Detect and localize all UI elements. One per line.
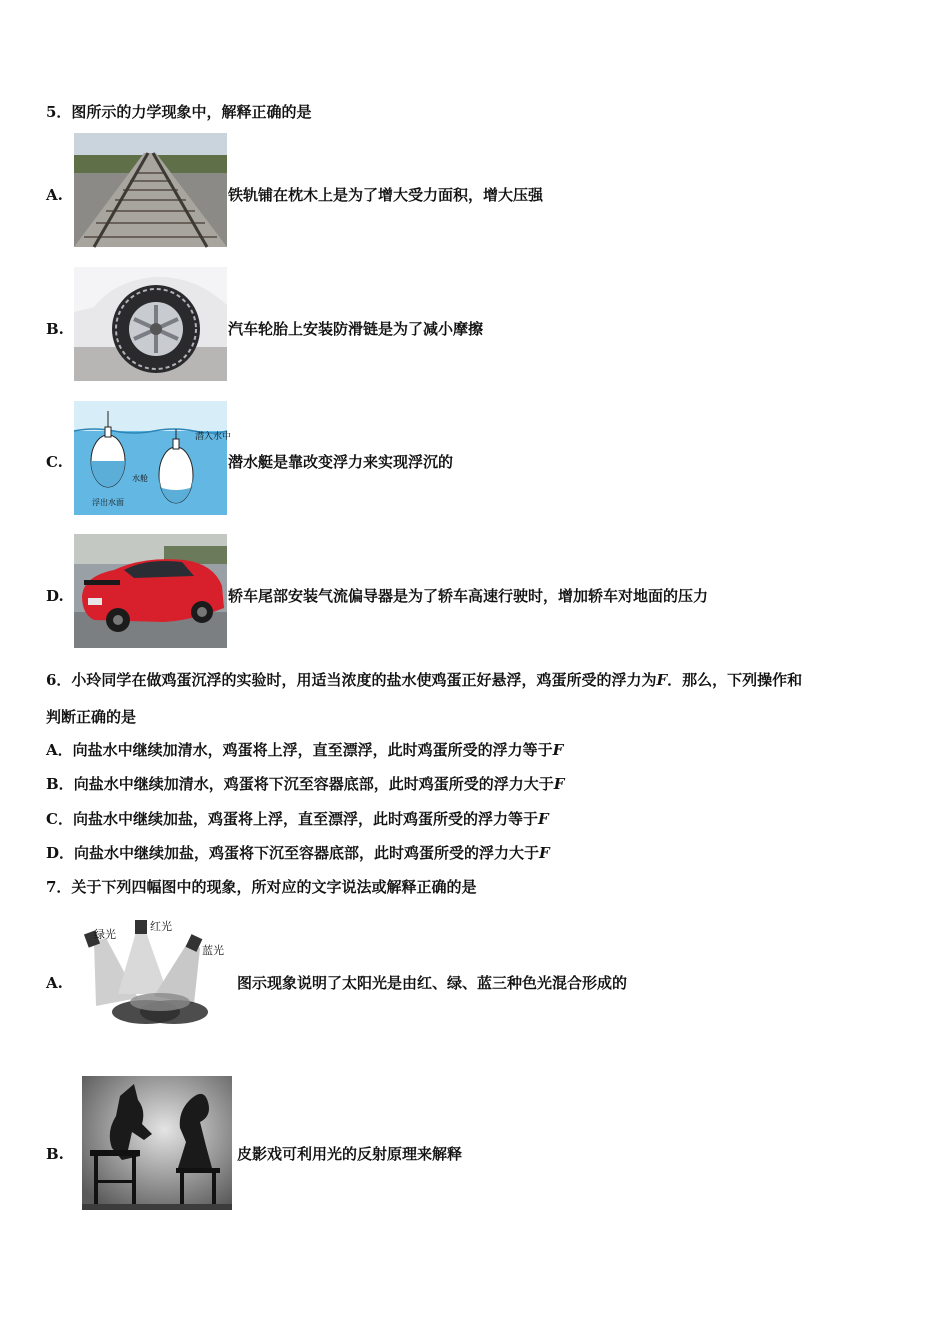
q7-option-b-letter: B. — [46, 1145, 64, 1163]
q6-stem-tail: ．那么，下列操作和 — [667, 671, 803, 689]
q6-option-a — [46, 740, 563, 760]
q6-option-d-text: 向盐水中继续加盐，鸡蛋将下沉至容器底部，此时鸡蛋所受的浮力大于 — [74, 844, 540, 862]
q5-option-a-text: 铁轨铺在枕木上是为了增大受力面积，增大压强 — [228, 186, 544, 204]
label-tank: 水舱 — [132, 474, 148, 483]
q6-stem-line1 — [46, 670, 802, 690]
submarine-diagram-image — [74, 401, 232, 515]
q6-stem-line2: 判断正确的是 — [46, 708, 137, 726]
label-green-light: 绿光 — [94, 928, 116, 941]
q6-option-a-text: 向盐水中继续加清水，鸡蛋将上浮，直至漂浮，此时鸡蛋所受的浮力等于 — [72, 741, 553, 759]
q6-option-d — [46, 843, 550, 863]
q7-option-b-text: 皮影戏可利用光的反射原理来解释 — [237, 1145, 463, 1163]
q6-option-b-var: F — [553, 775, 565, 793]
tire-snow-chain-image — [74, 267, 227, 381]
q6-option-b — [46, 774, 564, 794]
label-surface: 浮出水面 — [92, 498, 124, 507]
railway-track-image — [74, 133, 227, 247]
label-blue-light: 蓝光 — [202, 944, 224, 957]
shadow-play-image — [82, 1076, 232, 1210]
q5-option-b-letter: B. — [46, 320, 64, 338]
label-red-light: 红光 — [150, 920, 172, 933]
q7-option-a-text: 图示现象说明了太阳光是由红、绿、蓝三种色光混合形成的 — [237, 974, 628, 992]
q5-option-c-text: 潜水艇是靠改变浮力来实现浮沉的 — [228, 453, 454, 471]
q6-option-c-text: 向盐水中继续加盐，鸡蛋将上浮，直至漂浮，此时鸡蛋所受的浮力等于 — [72, 810, 538, 828]
q5-option-c-letter: C. — [46, 453, 63, 471]
q6-option-d-letter: D． — [46, 844, 75, 862]
q6-option-b-letter: B． — [46, 775, 74, 793]
color-light-mixing-image — [76, 912, 236, 1030]
q6-option-c-letter: C． — [46, 810, 73, 828]
q5-stem: 5．图所示的力学现象中，解释正确的是 — [46, 103, 312, 121]
q7-stem: 7．关于下列四幅图中的现象，所对应的文字说法或解释正确的是 — [46, 878, 477, 896]
q7-option-a-letter: A. — [46, 974, 63, 992]
q6-option-a-letter: A． — [46, 741, 73, 759]
q6-stem-variable: F — [656, 671, 668, 689]
q5-option-d-text: 轿车尾部安装气流偏导器是为了轿车高速行驶时，增加轿车对地面的压力 — [228, 587, 709, 605]
q6-option-c-var: F — [537, 810, 549, 828]
q6-option-a-var: F — [552, 741, 564, 759]
q6-option-d-var: F — [539, 844, 550, 862]
q5-option-b-text: 汽车轮胎上安装防滑链是为了减小摩擦 — [228, 320, 484, 338]
q5-option-a-letter: A. — [46, 186, 63, 204]
q6-stem-text: 6．小玲同学在做鸡蛋沉浮的实验时，用适当浓度的盐水使鸡蛋正好悬浮，鸡蛋所受的浮力为 — [46, 671, 657, 689]
q5-option-d-letter: D. — [46, 587, 64, 605]
q6-option-c — [46, 809, 549, 829]
label-submerged: 潜入水中 — [195, 432, 232, 442]
q6-option-b-text: 向盐水中继续加清水，鸡蛋将下沉至容器底部，此时鸡蛋所受的浮力大于 — [73, 775, 554, 793]
red-sports-car-image — [74, 534, 227, 648]
